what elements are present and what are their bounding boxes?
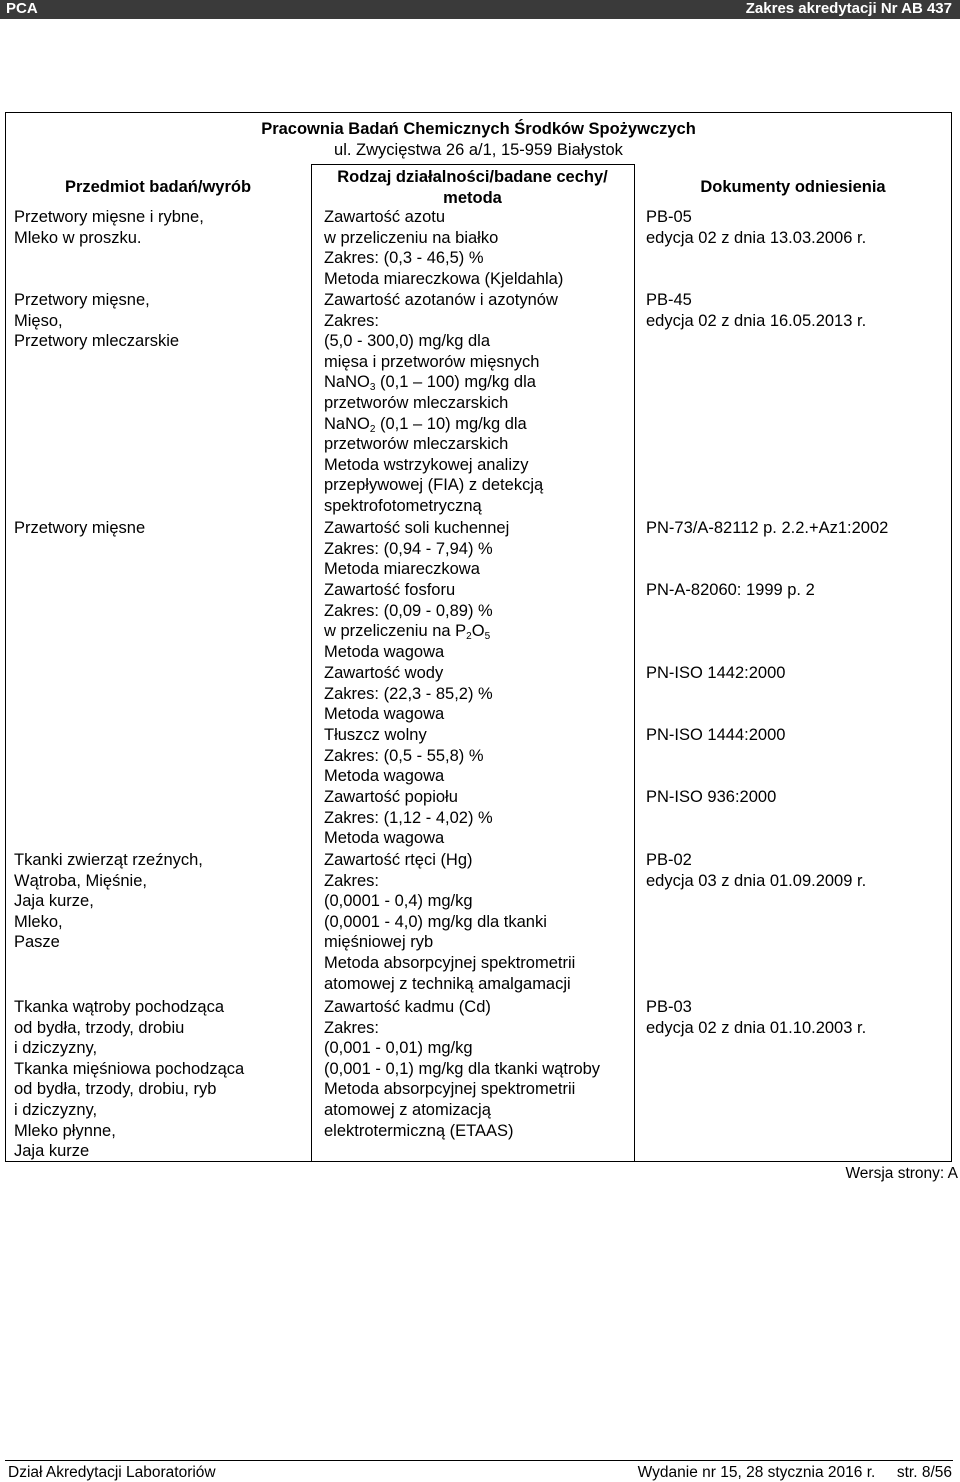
object-entry-line: Jaja kurze (14, 1142, 90, 1161)
column-header-activity-line1: Rodzaj działalności/badane cechy/ (337, 168, 608, 186)
activity-entry-line: Metoda wagowa (324, 642, 445, 661)
object-entry-line: Tkanka wątroby pochodząca (14, 998, 225, 1016)
document-entry-line: edycja 02 z dnia 01.10.2003 r. (646, 1018, 867, 1037)
activity-entry (324, 518, 509, 580)
column-header-activity-line2: metoda (443, 188, 502, 207)
document-entry (646, 207, 866, 248)
activity-entry-line: w przeliczeniu na P2O5 (324, 622, 491, 643)
activity-entry-line: Zakres: (0,94 - 7,94) % (324, 539, 493, 558)
activity-entry (324, 787, 493, 849)
document-entry-line: PN-ISO 936:2000 (646, 788, 777, 806)
column-header-documents: Dokumenty odniesienia (700, 178, 886, 196)
activity-entry-line: spektrofotometryczną (324, 496, 482, 515)
object-entry-line: od bydła, trzody, drobiu, ryb (14, 1080, 217, 1099)
activity-entry-line: przepływowej (FIA) z detekcją (324, 476, 544, 495)
document-entry (646, 850, 866, 891)
document-entry (646, 997, 866, 1038)
activity-entry-line: Zakres: (0,09 - 0,89) % (324, 601, 493, 620)
activity-entry (324, 663, 493, 725)
object-entry-line: i dziczyzny, (14, 1039, 98, 1058)
activity-entry-line: Zakres: (324, 1018, 380, 1037)
activity-entry-line: Metoda miareczkowa (324, 560, 480, 579)
activity-entry-line: (5,0 - 300,0) mg/kg dla (324, 332, 490, 351)
document-entry-line: edycja 02 z dnia 13.03.2006 r. (646, 228, 867, 247)
lab-name: Pracownia Badań Chemicznych Środków Spożywczych (261, 120, 696, 138)
document-entry-line: PB-02 (646, 851, 692, 869)
column-header-object: Przedmiot badań/wyrób (64, 178, 252, 196)
activity-entry-line: Metoda wagowa (324, 829, 445, 848)
document-entry-line: PN-73/A-82112 p. 2.2.+Az1:2002 (646, 519, 889, 537)
activity-entry-line: NaNO2 (0,1 – 10) mg/kg dla (324, 414, 527, 435)
activity-entry-line: atomowej z atomizacją (324, 1100, 491, 1119)
activity-entry-line: Zakres: (0,3 - 46,5) % (324, 249, 484, 268)
activity-entry-line: Metoda wstrzykowej analizy (324, 455, 529, 474)
activity-entry-line: Metoda wagowa (324, 705, 445, 724)
document-entry (646, 580, 815, 601)
document-entry (646, 518, 888, 539)
object-entry-line: Przetwory mięsne i rybne, (14, 208, 204, 226)
subscript: 5 (484, 631, 491, 643)
activity-entry-line: atomowej z techniką amalgamacji (324, 974, 571, 993)
subscript: 2 (466, 631, 472, 643)
object-entry-line: Mleko płynne, (14, 1121, 116, 1140)
activity-entry-line: Zakres: (324, 871, 380, 890)
activity-entry-line: Zakres: (22,3 - 85,2) % (324, 684, 493, 703)
document-entry-line: PN-ISO 1444:2000 (646, 726, 786, 744)
document-entry-line: edycja 02 z dnia 16.05.2013 r. (646, 311, 867, 330)
activity-entry-line: Tłuszcz wolny (324, 726, 427, 744)
document-entry (646, 290, 866, 331)
activity-header-top-line (311, 164, 635, 165)
activity-entry-line: Metoda wagowa (324, 767, 445, 786)
document-entry-line: PN-A-82060: 1999 p. 2 (646, 581, 815, 599)
object-entry-line: Mleko w proszku. (14, 228, 142, 247)
footer-divider (5, 1460, 953, 1461)
scope-table (5, 112, 952, 1162)
activity-entry-line: Zawartość popiołu (324, 788, 458, 806)
activity-entry (324, 997, 600, 1141)
activity-entry (324, 207, 563, 289)
activity-entry-line: (0,0001 - 0,4) mg/kg (324, 892, 473, 911)
activity-entry-line: (0,001 - 0,1) mg/kg dla tkanki wątroby (324, 1059, 601, 1078)
activity-entry-line: Zakres: (324, 311, 380, 330)
table-border-right (951, 112, 952, 1162)
table-border-top (5, 112, 952, 113)
header-org: PCA (6, 0, 38, 17)
document-entry-line: PB-05 (646, 208, 692, 226)
object-entry-line: Mleko, (14, 912, 63, 931)
footer-issue: Wydanie nr 15, 28 stycznia 2016 r. str. 8/56 (637, 1464, 952, 1481)
footer-department: Dział Akredytacji Laboratoriów (8, 1464, 216, 1481)
object-entry-line: Mięso, (14, 311, 63, 330)
lab-address: ul. Zwycięstwa 26 a/1, 15-959 Białystok (334, 141, 623, 159)
activity-entry-line: przetworów mleczarskich (324, 393, 509, 412)
column-divider-1 (311, 164, 312, 1162)
activity-entry-line: (0,0001 - 4,0) mg/kg dla tkanki (324, 912, 547, 931)
object-entry-line: Wątroba, Mięśnie, (14, 871, 147, 890)
activity-entry (324, 580, 493, 662)
activity-entry-line: Metoda absorpcyjnej spektrometrii (324, 1080, 576, 1099)
document-entry-line: PB-03 (646, 998, 692, 1016)
object-entry (14, 290, 179, 352)
document-entry (646, 787, 776, 808)
object-entry (14, 207, 204, 248)
object-entry-line: i dziczyzny, (14, 1100, 98, 1119)
activity-entry-line: Zawartość kadmu (Cd) (324, 998, 491, 1016)
object-entry (14, 997, 244, 1162)
activity-entry (324, 290, 558, 517)
activity-entry-line: Metoda absorpcyjnej spektrometrii (324, 953, 576, 972)
object-entry-line: od bydła, trzody, drobiu (14, 1018, 185, 1037)
activity-entry (324, 850, 575, 994)
object-entry-line: Tkanka mięśniowa pochodząca (14, 1059, 245, 1078)
activity-entry-line: przetworów mleczarskich (324, 435, 509, 454)
column-header-activity (311, 167, 634, 208)
subscript: 3 (369, 382, 376, 394)
header-document-title: Zakres akredytacji Nr AB 437 (745, 0, 952, 17)
activity-entry-line: mięśniowej ryb (324, 933, 434, 952)
activity-entry-line: mięsa i przetworów mięsnych (324, 352, 540, 371)
object-entry (14, 850, 203, 953)
document-entry (646, 663, 785, 684)
column-divider-2 (634, 164, 635, 1162)
document-entry-line: PN-ISO 1442:2000 (646, 664, 786, 682)
page-version: Wersja strony: A (845, 1165, 958, 1182)
subscript: 2 (369, 423, 376, 435)
activity-entry (324, 725, 484, 787)
activity-entry-line: Metoda miareczkowa (Kjeldahla) (324, 269, 564, 288)
activity-entry-line: Zawartość rtęci (Hg) (324, 851, 473, 869)
object-entry-line: Przetwory mięsne (14, 519, 146, 537)
table-border-left (5, 112, 6, 1162)
document-entry-line: PB-45 (646, 291, 692, 309)
activity-entry-line: Zawartość wody (324, 664, 444, 682)
activity-entry-line: Zawartość soli kuchennej (324, 519, 510, 537)
activity-entry-line: elektrotermiczną (ETAAS) (324, 1121, 514, 1140)
object-entry-line: Tkanki zwierząt rzeźnych, (14, 851, 203, 869)
activity-entry-line: Zakres: (0,5 - 55,8) % (324, 746, 484, 765)
activity-entry-line: Zawartość azotu (324, 208, 446, 226)
activity-entry-line: w przeliczeniu na białko (324, 228, 499, 247)
object-entry-line: Przetwory mleczarskie (14, 332, 180, 351)
activity-entry-line: NaNO3 (0,1 – 100) mg/kg dla (324, 373, 536, 394)
object-entry-line: Pasze (14, 933, 60, 952)
activity-entry-line: Zawartość fosforu (324, 581, 456, 599)
object-entry (14, 518, 145, 539)
activity-entry-line: Zawartość azotanów i azotynów (324, 291, 558, 309)
document-entry (646, 725, 785, 746)
activity-entry-line: Zakres: (1,12 - 4,02) % (324, 808, 493, 827)
activity-entry-line: (0,001 - 0,01) mg/kg (324, 1039, 473, 1058)
document-entry-line: edycja 03 z dnia 01.09.2009 r. (646, 871, 867, 890)
object-entry-line: Jaja kurze, (14, 892, 94, 911)
page-header (0, 0, 960, 19)
object-entry-line: Przetwory mięsne, (14, 291, 150, 309)
